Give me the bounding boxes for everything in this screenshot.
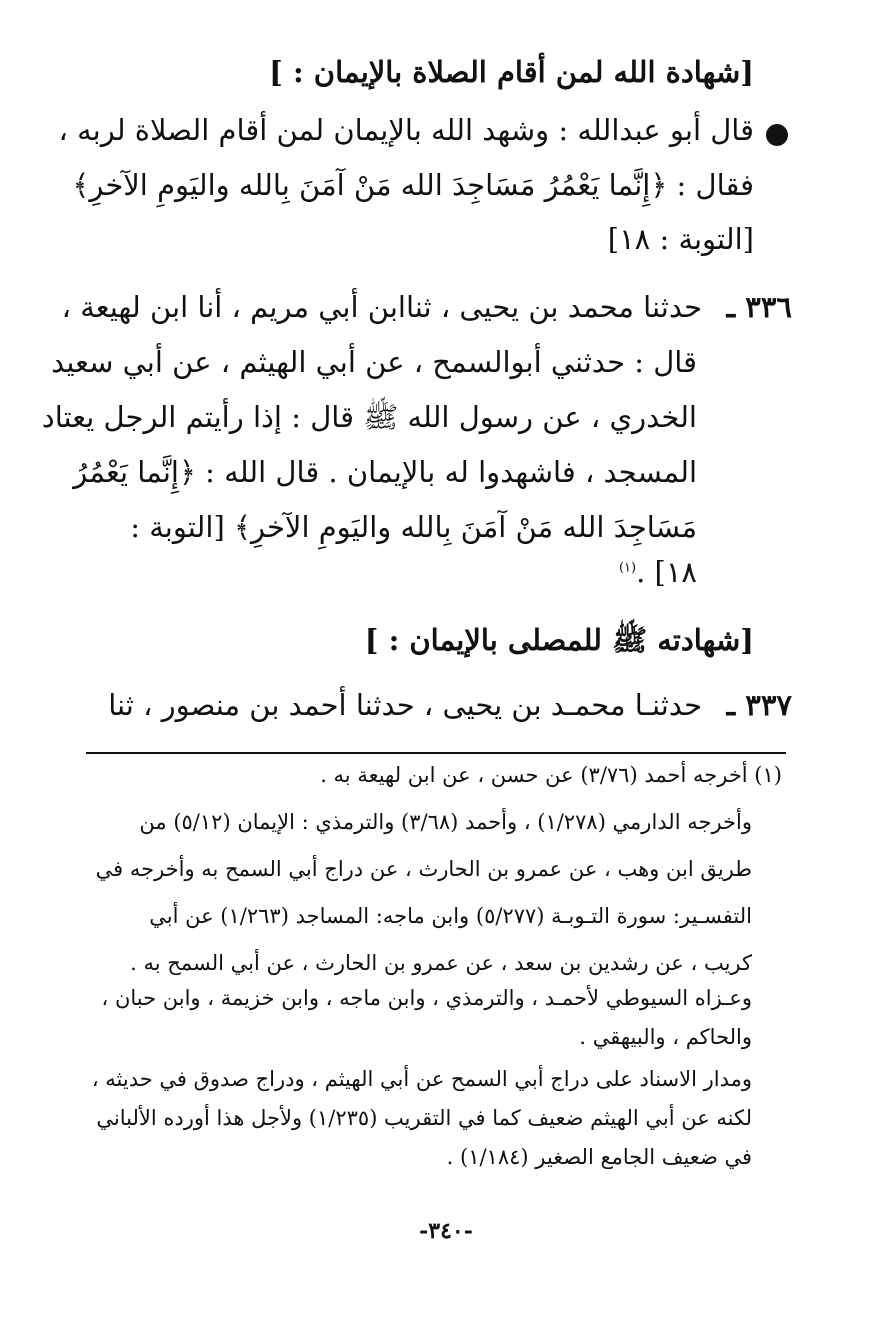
hadith-336-line-3: الخدري ، عن رسول الله ﷺ قال : إذا رأيتم الرجل يعتاد — [41, 400, 697, 434]
footnote-divider — [86, 752, 786, 754]
hadith-336-line-5: مَسَاجِدَ الله مَنْ آمَنَ بِالله واليَومِ الآخرِ﴾ [التوبة : — [130, 510, 697, 544]
section-heading-2: [شهادته ﷺ للمصلى بالإيمان : ] — [364, 623, 754, 657]
footnote-line-6: وعـزاه السيوطي لأحمـد ، والترمذي ، وابن ماجه ، وابن خزيمة ، وابن حبان ، — [101, 986, 752, 1010]
bullet-icon — [766, 124, 788, 146]
page-number: -٣٤٠- — [419, 1218, 473, 1244]
hadith-336-number: ٣٣٦ ـ — [726, 290, 792, 324]
hadith-336-line-6-text: ١٨] . — [636, 555, 697, 589]
para1-line-2: فقال : ﴿إِنَّما يَعْمُرُ مَسَاجِدَ الله مَنْ آمَنَ بِالله واليَومِ الآخرِ﴾ — [72, 168, 754, 202]
footnote-marker: (١) — [618, 560, 637, 576]
para1-line-3: [التوبة : ١٨] — [607, 222, 754, 256]
footnote-line-1: (١) أخرجه أحمد (٣/٧٦) عن حسن ، عن ابن لهيعة به . — [320, 763, 782, 787]
hadith-336-line-1: حدثنا محمد بن يحيى ، ثناابن أبي مريم ، أنا ابن لهيعة ، — [61, 290, 702, 324]
para1-line-1: قال أبو عبدالله : وشهد الله بالإيمان لمن أقام الصلاة لربه ، — [58, 113, 754, 147]
footnote-line-2: وأخرجه الدارمي (١/٢٧٨) ، وأحمد (٣/٦٨) والترمذي : الإيمان (٥/١٢) من — [139, 810, 752, 834]
hadith-337-number: ٣٣٧ ـ — [726, 688, 792, 722]
section-heading-1: [شهادة الله لمن أقام الصلاة بالإيمان : ] — [269, 55, 754, 89]
footnote-line-7: والحاكم ، والبيهقي . — [579, 1025, 752, 1049]
footnote-line-3: طريق ابن وهب ، عن عمرو بن الحارث ، عن دراج أبي السمح به وأخرجه في — [95, 857, 752, 881]
hadith-336-line-6 — [619, 555, 697, 589]
footnote-line-9: لكنه عن أبي الهيثم ضعيف كما في التقريب (١/٢٣٥) ولأجل هذا أورده الألباني — [96, 1106, 752, 1130]
footnote-line-10: في ضعيف الجامع الصغير (١/١٨٤) . — [446, 1145, 752, 1169]
hadith-337-line-1: حدثنـا محمـد بن يحيى ، حدثنا أحمد بن منصور ، ثنا — [108, 688, 702, 722]
footnote-line-8: ومدار الاسناد على دراج أبي السمح عن أبي الهيثم ، ودراج صدوق في حديثه ، — [91, 1067, 752, 1091]
hadith-336-line-2: قال : حدثني أبوالسمح ، عن أبي الهيثم ، عن أبي سعيد — [51, 345, 697, 379]
hadith-336-line-4: المسجد ، فاشهدوا له بالإيمان . قال الله : ﴿إِنَّما يَعْمُرُ — [73, 455, 697, 489]
footnote-line-4: التفسـير: سورة التـوبـة (٥/٢٧٧) وابن ماجه: المساجد (١/٢٦٣) عن أبي — [149, 904, 752, 928]
footnote-line-5: كريب ، عن رشدين بن سعد ، عن عمرو بن الحارث ، عن أبي السمح به . — [130, 951, 752, 975]
